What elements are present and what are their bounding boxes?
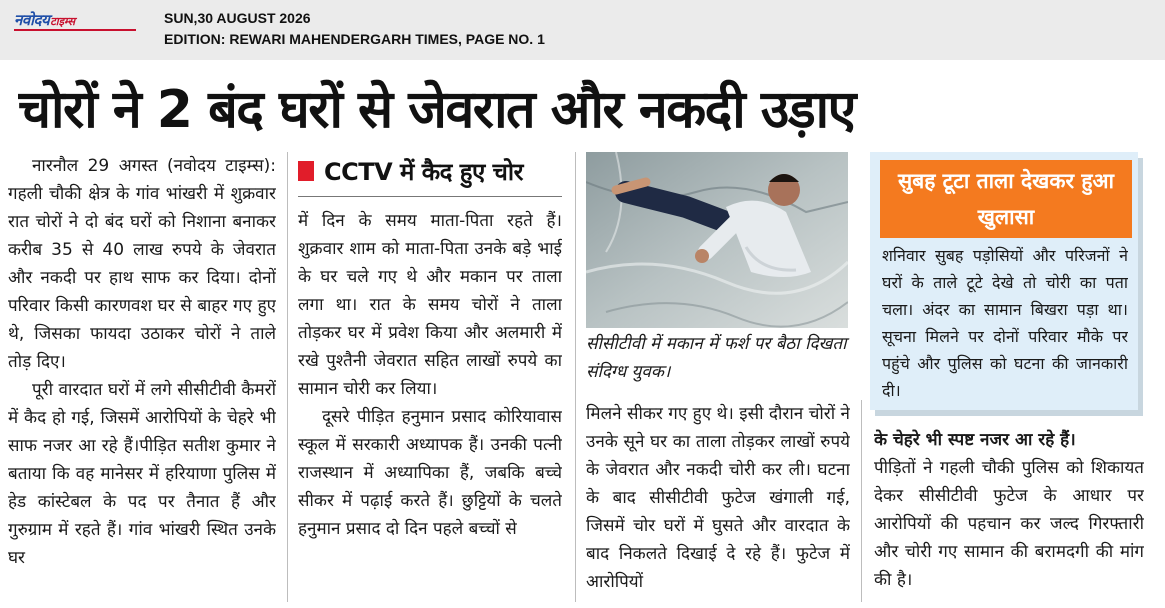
logo-sub-text: टाइम्स — [50, 15, 76, 28]
column-divider — [575, 152, 576, 602]
paragraph: पीड़ितों ने गहली चौकी पुलिस को शिकायत देकर सीसीटीवी फुटेज के आधार पर आरोपियों की पहचान कर जल्द गिरफ्तारी और चोरी गए सामान की बरामदगी की मांग की है। — [874, 458, 1144, 590]
edition-line: EDITION: REWARI MAHENDERGARH TIMES, PAGE NO. 1 — [164, 31, 545, 47]
subhead-rule — [298, 196, 562, 197]
subhead-text: CCTV में कैद हुए चोर — [324, 157, 523, 186]
sidebar-story-heading: सुबह टूटा ताला देखकर हुआ खुलासा — [880, 160, 1132, 238]
photo-caption: सीसीटीवी में मकान में फर्श पर बैठा दिखता संदिग्ध युवक। — [586, 334, 847, 382]
paragraph: पूरी वारदात घरों में लगे सीसीटीवी कैमरों में कैद हो गई, जिसमें आरोपियों के चेहरे भी साफ नजर आ रहे हैं।पीड़ित सतीश कुमार ने बताया कि वह मानेसर में हरियाणा पुलिस में हेड कांस्टेबल के पद पर तैनात हैं और गुरुग्राम में रहते हैं। गांव भांखरी स्थित उनके घर — [8, 380, 276, 568]
paragraph: में दिन के समय माता-पिता रहते हैं। शुक्रवार शाम को माता-पिता उनके बड़े भाई के घर चले गए थे और मकान पर ताला लगा था। रात के समय चोरों ने ताला तोड़कर घर में प्रवेश किया और अलमारी में रखे पुश्तैनी जेवरात सहित लाखों रुपये का सामान चोरी कर लिया। — [298, 211, 562, 399]
column-divider — [287, 152, 288, 602]
article-column-4 — [874, 426, 1144, 602]
masthead-bar — [0, 0, 1165, 60]
article-column-1 — [8, 152, 276, 602]
logo-underline — [14, 29, 136, 31]
red-square-icon — [298, 161, 314, 181]
column-divider — [861, 400, 862, 602]
paragraph: दूसरे पीड़ित हनुमान प्रसाद कोरियावास स्कूल में सरकारी अध्यापक हैं। उनकी पत्नी राजस्थान में अध्यापिका हैं, जबकि बच्चे सीकर में पढ़ाई करते हैं। छुट्टियों के चलते हनुमान प्रसाद दो दिन पहले बच्चों से — [298, 407, 562, 539]
article-column-2 — [298, 207, 562, 603]
cctv-still-image — [586, 152, 848, 328]
paragraph: नारनौल 29 अगस्त (नवोदय टाइम्स): गहली चौकी क्षेत्र के गांव भांखरी में शुक्रवार रात चोरों ने दो बंद घरों को निशाना बनाकर करीब 35 से 40 लाख रुपये के जेवरात और नकदी पर हाथ साफ कर दिया। दोनों परिवार किसी कारणवश घर से बाहर गए हुए थे, जिसका फायदा उठाकर चोरों ने ताले तोड़ दिए। — [8, 156, 276, 372]
main-headline: चोरों ने 2 बंद घरों से जेवरात और नकदी उड़ाए — [18, 80, 855, 140]
logo-main-text: नवोदय — [14, 11, 50, 29]
date-line: SUN,30 AUGUST 2026 — [164, 10, 311, 26]
sidebar-story-body: शनिवार सुबह पड़ोसियों और परिजनों ने घरों के ताले टूटे देखे तो चोरी का पता चला। अंदर का सामान बिखरा पड़ा था। सूचना मिलने पर दोनों परिवार मौके पर पहुंचे और पुलिस को घटना की जानकारी दी। — [882, 246, 1128, 400]
cctv-photo — [586, 152, 848, 328]
edition-info — [164, 8, 545, 50]
paragraph: मिलने सीकर गए हुए थे। इसी दौरान चोरों ने उनके सूने घर का ताला तोड़कर लाखों रुपये के जेवरात और नकदी चोरी कर ली। घटना के बाद सीसीटीवी फुटेज खंगाली गई, जिसमें चोर घरों में घुसते और वारदात के बाद निकलते दिखाई दे रहे हैं। फुटेज में आरोपियों — [586, 404, 850, 592]
article-column-3 — [586, 400, 850, 600]
paragraph-lead: के चेहरे भी स्पष्ट नजर आ रहे हैं। — [874, 430, 1076, 450]
section-subhead — [298, 152, 523, 190]
